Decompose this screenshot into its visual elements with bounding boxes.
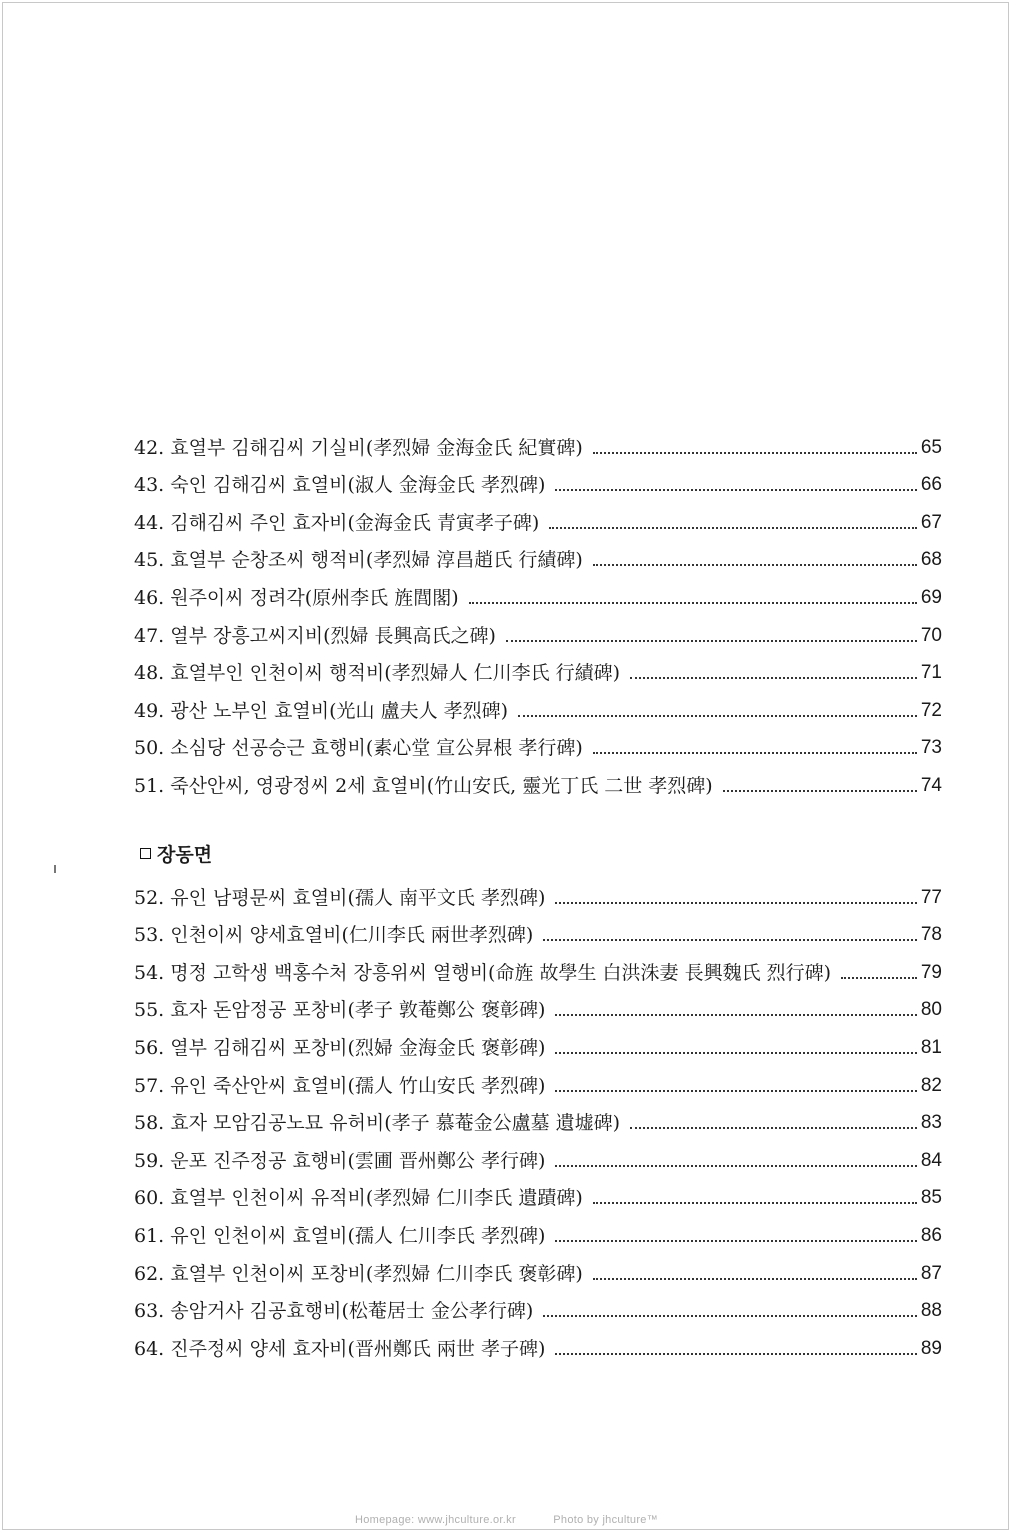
toc-entry <box>134 1210 942 1248</box>
toc-entry <box>134 1173 942 1211</box>
toc-section-2 <box>134 872 942 1361</box>
toc-entry-number: 63. <box>134 1300 165 1323</box>
toc-entry-title: 원주이씨 정려각(原州李氏 旌閭閣) <box>170 586 459 609</box>
toc-entry-title: 유인 죽산안씨 효열비(孺人 竹山安氏 孝烈碑) <box>170 1074 546 1097</box>
toc-entry-title: 송암거사 김공효행비(松菴居士 金公孝行碑) <box>170 1300 534 1323</box>
toc-entry-number: 48. <box>134 662 165 685</box>
toc-entry-number: 59. <box>134 1149 165 1172</box>
toc-dot-leader <box>593 1201 917 1204</box>
toc-dot-leader <box>841 976 917 979</box>
toc-entry-page-number: 87 <box>920 1262 942 1284</box>
toc-dot-leader <box>555 1013 916 1016</box>
toc-dot-leader <box>543 1314 917 1317</box>
toc-entry-page-number: 79 <box>920 961 942 983</box>
toc-entry <box>134 572 942 610</box>
toc-entry <box>134 1286 942 1324</box>
toc-entry <box>134 723 942 761</box>
toc-entry-page-number: 73 <box>920 737 942 759</box>
toc-dot-leader <box>469 601 917 604</box>
toc-entry-page-number: 72 <box>920 699 942 721</box>
toc-entry-title: 진주정씨 양세 효자비(晋州鄭氏 兩世 孝子碑) <box>170 1337 546 1360</box>
toc-entry-title: 유인 인천이씨 효열비(孺人 仁川李氏 孝烈碑) <box>170 1224 546 1247</box>
section-heading-label: 장동면 <box>157 844 213 866</box>
toc-entry-title: 소심당 선공승근 효행비(素心堂 宣公昇根 孝行碑) <box>170 737 583 760</box>
toc-dot-leader <box>555 1089 916 1092</box>
toc-entry <box>134 497 942 535</box>
toc-entry-title: 효열부 순창조씨 행적비(孝烈婦 淳昌趙氏 行績碑) <box>170 549 583 572</box>
toc-dot-leader <box>555 1164 916 1167</box>
scan-mark <box>54 865 56 873</box>
toc-entry <box>134 1060 942 1098</box>
toc-section-1 <box>134 422 942 798</box>
toc-entry-number: 56. <box>134 1036 165 1059</box>
toc-dot-leader <box>555 1051 916 1054</box>
toc-entry-title: 효열부 인천이씨 포창비(孝烈婦 仁川李氏 褒彰碑) <box>170 1262 583 1285</box>
toc-entry-number: 50. <box>134 737 165 760</box>
toc-entry-number: 62. <box>134 1262 165 1285</box>
toc-entry-page-number: 69 <box>920 586 942 608</box>
toc-dot-leader <box>723 789 917 792</box>
toc-entry-title: 숙인 김해김씨 효열비(淑人 金海金氏 孝烈碑) <box>170 474 546 497</box>
toc-entry-title: 효열부 인천이씨 유적비(孝烈婦 仁川李氏 遺蹟碑) <box>170 1187 583 1210</box>
toc-dot-leader <box>630 676 917 679</box>
toc-entry <box>134 1323 942 1361</box>
toc-entry <box>134 422 942 460</box>
toc-dot-leader <box>518 714 917 717</box>
toc-entry-number: 52. <box>134 886 165 909</box>
toc-entry-page-number: 80 <box>920 999 942 1021</box>
toc-entry-title: 김해김씨 주인 효자비(金海金氏 青寅孝子碑) <box>170 511 540 534</box>
toc-entry-title: 광산 노부인 효열비(光山 盧夫人 孝烈碑) <box>170 699 509 722</box>
toc-entry-title: 죽산안씨, 영광정씨 2세 효열비(竹山安氏, 靈光丁氏 二世 孝烈碑) <box>170 774 713 797</box>
toc-entry-number: 46. <box>134 586 165 609</box>
toc-entry-page-number: 67 <box>920 511 942 533</box>
toc-entry-number: 64. <box>134 1337 165 1360</box>
toc-entry <box>134 1248 942 1286</box>
toc-dot-leader <box>630 1126 917 1129</box>
footer <box>0 1514 1013 1526</box>
toc-dot-leader <box>593 563 917 566</box>
toc-entry-page-number: 86 <box>920 1224 942 1246</box>
toc-dot-leader <box>593 751 917 754</box>
toc-entry-number: 57. <box>134 1074 165 1097</box>
toc-entry-number: 42. <box>134 436 165 459</box>
toc-entry <box>134 685 942 723</box>
toc-dot-leader <box>555 901 916 904</box>
toc-entry-title: 운포 진주정공 효행비(雲圃 晋州鄭公 孝行碑) <box>170 1149 546 1172</box>
toc-entry-page-number: 68 <box>920 549 942 571</box>
toc-entry-page-number: 77 <box>920 886 942 908</box>
toc-entry <box>134 1135 942 1173</box>
toc-entry <box>134 610 942 648</box>
toc-entry-page-number: 89 <box>920 1337 942 1359</box>
toc-entry-title: 효열부인 인천이씨 행적비(孝烈婦人 仁川李氏 行績碑) <box>170 662 621 685</box>
toc-entry-number: 51. <box>134 774 165 797</box>
toc-dot-leader <box>593 451 917 454</box>
toc-entry <box>134 947 942 985</box>
toc-dot-leader <box>549 526 917 529</box>
toc-entry-page-number: 83 <box>920 1112 942 1134</box>
toc-entry-page-number: 88 <box>920 1300 942 1322</box>
toc-entry-number: 49. <box>134 699 165 722</box>
toc-entry-title: 유인 남평문씨 효열비(孺人 南平文氏 孝烈碑) <box>170 886 546 909</box>
toc-entry-number: 45. <box>134 549 165 572</box>
toc-entry-number: 43. <box>134 474 165 497</box>
toc-dot-leader <box>543 938 917 941</box>
toc-entry <box>134 1098 942 1136</box>
toc-entry-page-number: 82 <box>920 1074 942 1096</box>
toc-entry <box>134 648 942 686</box>
toc-entry-title: 효열부 김해김씨 기실비(孝烈婦 金海金氏 紀實碑) <box>170 436 583 459</box>
footer-photo-credit: Photo by jhculture™ <box>553 1514 659 1526</box>
toc-entry <box>134 760 942 798</box>
toc-entry-page-number: 66 <box>920 474 942 496</box>
toc-entry-number: 55. <box>134 999 165 1022</box>
toc-entry-page-number: 65 <box>920 436 942 458</box>
toc-entry-number: 54. <box>134 961 165 984</box>
toc-entry-page-number: 74 <box>920 774 942 796</box>
toc-entry-number: 61. <box>134 1224 165 1247</box>
toc-dot-leader <box>593 1277 917 1280</box>
toc-entry-page-number: 85 <box>920 1187 942 1209</box>
toc-entry-number: 60. <box>134 1187 165 1210</box>
footer-homepage: Homepage: www.jhculture.or.kr <box>354 1514 516 1526</box>
toc-entry-page-number: 81 <box>920 1036 942 1058</box>
toc-dot-leader <box>506 639 917 642</box>
toc-entry-title: 열부 김해김씨 포창비(烈婦 金海金氏 褒彰碑) <box>170 1036 546 1059</box>
toc-dot-leader <box>555 1239 916 1242</box>
toc-entry-number: 44. <box>134 511 165 534</box>
section-heading <box>140 840 212 867</box>
toc-entry-number: 53. <box>134 924 165 947</box>
toc-entry-title: 인천이씨 양세효열비(仁川李氏 兩世孝烈碑) <box>170 924 534 947</box>
toc-entry <box>134 872 942 910</box>
toc-dot-leader <box>555 1352 916 1355</box>
toc-entry <box>134 460 942 498</box>
toc-entry-title: 명정 고학생 백홍수처 장흥위씨 열행비(命旌 故學生 白洪洙妻 長興魏氏 烈行碑) <box>170 961 832 984</box>
toc-dot-leader <box>555 488 916 491</box>
toc-entry <box>134 910 942 948</box>
square-bullet-icon <box>140 848 151 859</box>
toc-entry-title: 효자 모암김공노묘 유허비(孝子 慕菴金公盧墓 遺墟碑) <box>170 1112 621 1135</box>
toc-entry <box>134 1022 942 1060</box>
toc-entry-number: 47. <box>134 624 165 647</box>
toc-entry-title: 효자 돈암정공 포창비(孝子 敦菴鄭公 褒彰碑) <box>170 999 546 1022</box>
toc-entry-title: 열부 장흥고씨지비(烈婦 長興高氏之碑) <box>170 624 496 647</box>
toc-entry <box>134 535 942 573</box>
toc-entry-number: 58. <box>134 1112 165 1135</box>
toc-entry-page-number: 84 <box>920 1149 942 1171</box>
toc-entry-page-number: 70 <box>920 624 942 646</box>
toc-entry-page-number: 78 <box>920 924 942 946</box>
toc-entry <box>134 985 942 1023</box>
toc-entry-page-number: 71 <box>920 662 942 684</box>
